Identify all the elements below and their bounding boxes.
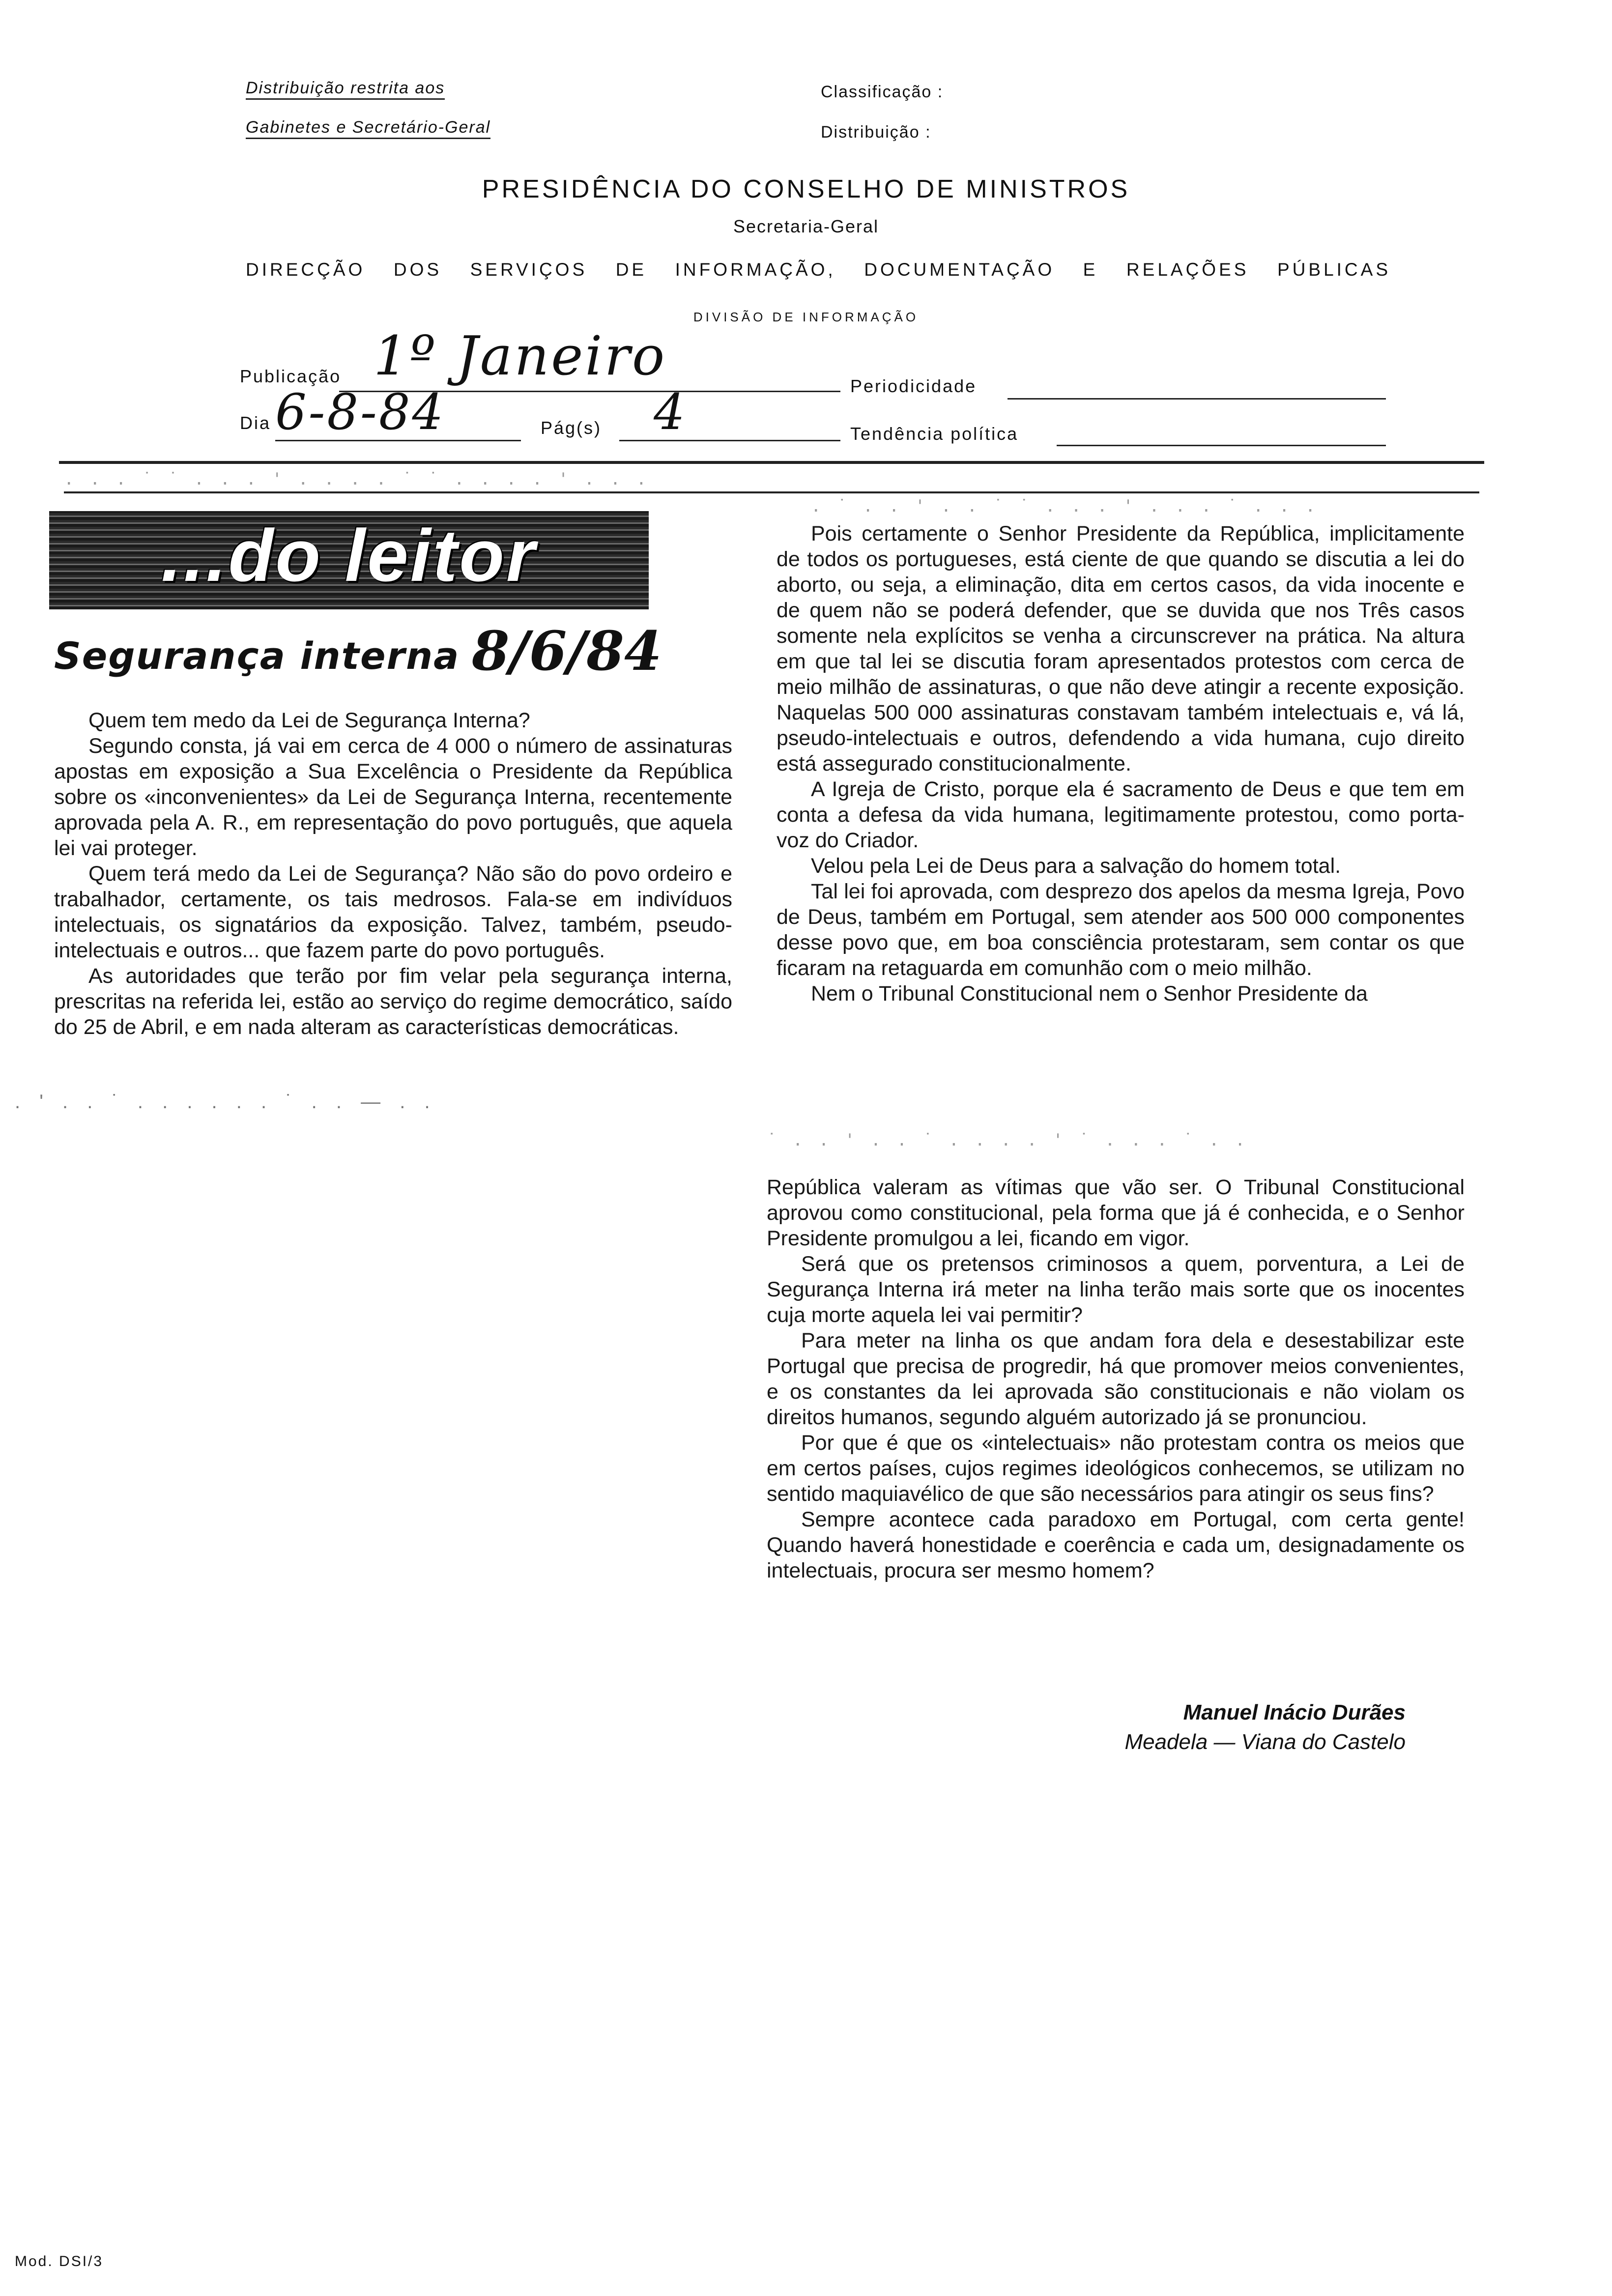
left-paragraph-1: Quem tem medo da Lei de Segurança Interna? [88, 709, 530, 732]
left-column-dots: . ' . . ˙ . . . . . . ˙ . . — . . [15, 1091, 437, 1113]
tendencia-label: Tendência política [850, 424, 1019, 444]
left-paragraph-4: As autoridades que terão por fim velar pela segurança interna, prescritas na referida lei, estão ao serviço do regime democrático, saído do 25 de Abril, e em nada alteram as características democráticas. [54, 964, 732, 1039]
right-bottom-paragraph-1: República valeram as vítimas que vão ser. O Tribunal Constitucional aprovou como constitucional, pela forma que já é conhecida, e o Senhor Presidente promulgou a lei, ficando em vigor. [767, 1176, 1465, 1250]
publicacao-value: 1º Janeiro [374, 324, 667, 387]
distribuicao-label: Distribuição : [821, 123, 931, 142]
dia-value: 6-8-84 [275, 383, 446, 441]
left-paragraph-3: Quem terá medo da Lei de Segurança? Não são do povo ordeiro e trabalhador, certamente, os tais medrosos. Fala-se em indivíduos intelectuais, os signatários da exposição. Talvez, também, pseudo-intelectuais e outros... que fazem parte do povo português. [54, 862, 732, 962]
left-paragraph-2: Segundo consta, já vai em cerca de 4 000 o número de assinaturas apostas em exposição a Sua Excelência o Presidente da República sobre os «inconvenientes» da Lei de Segurança Interna, recentemente aprovada pela A. R., em representação do povo português, que aquela lei vai proteger. [54, 734, 732, 860]
form-model-code: Mod. DSI/3 [15, 2253, 104, 2269]
pags-value: 4 [654, 383, 687, 441]
article-top-rule [64, 491, 1479, 493]
right-bottom-paragraph-4: Por que é que os «intelectuais» não protestam contra os meios que em certos países, cujos regimes ideológicos conhecemos, se utilizam no sentido maquiavélico de que são necessários para atingir os seus fins? [767, 1431, 1465, 1506]
divisao-heading: DIVISÃO DE INFORMAÇÃO [693, 310, 919, 324]
signature-place: Meadela — Viana do Castelo [1124, 1730, 1406, 1754]
right-bottom-paragraph-2: Será que os pretensos criminosos a quem, porventura, a Lei de Segurança Interna irá meter na linha terão mais sorte que os inocentes cuja morte aquela lei vai permitir? [767, 1252, 1465, 1327]
distribution-line1: Distribuição restrita aos [246, 79, 445, 98]
right-column-top [777, 521, 1465, 1006]
right-bottom-paragraph-3: Para meter na linha os que andam fora dela e desestabilizar este Portugal que precisa de progredir, há que promover meios convenientes, e os constantes da lei aprovada são constitucionais e não violam os direitos humanos, segundo alguém autorizado já se pronunciou. [767, 1329, 1465, 1429]
pags-label: Pág(s) [541, 418, 602, 438]
page-title: PRESIDÊNCIA DO CONSELHO DE MINISTROS [482, 175, 1130, 203]
smudge-top-left: . . . ˙ ˙ . . . ' . . . . ˙ ˙ . . . . ' . . . [64, 469, 650, 489]
right-column-bottom [767, 1175, 1465, 1583]
right-top-paragraph-4: Tal lei foi aprovada, com desprezo dos apelos da mesma Igreja, Povo de Deus, também em Portugal, sem atender aos 500 000 componentes desse povo que, em boa consciência protestaram, sem contar os que ficaram na retaguarda em comunhão com o meio milhão. [777, 880, 1465, 980]
dia-label: Dia [240, 413, 271, 433]
right-top-paragraph-1: Pois certamente o Senhor Presidente da República, implicitamente de todos os portugueses, está ciente de que quando se discutia a lei do aborto, ou seja, a eliminação, dita em certos casos, da vida inocente e de quem não se poderá defender, que se duvida que nos Três casos somente nela explícitos se venha a circunscrever na prática. Na altura em que tal lei se discutia foram apresentados protestos com cerca de meio milhão de assinaturas, o que não deve atingir a recente exposição. Naquelas 500 000 assinaturas constavam também intelectuais e, vá lá, pseudo-intelectuais e outros, defendendo a vida humana, cujo direito está assegurado constitucionalmente. [777, 522, 1465, 775]
right-top-paragraph-3: Velou pela Lei de Deus para a salvação do homem total. [811, 854, 1341, 878]
smudge-right-mid: ˙ . . ' . . ˙ . . . . ' ˙ . . . ˙ . . [767, 1130, 1248, 1150]
secretaria-subtitle: Secretaria-Geral [733, 216, 879, 236]
tendencia-line [1057, 445, 1386, 446]
signature-name: Manuel Inácio Durães [1183, 1700, 1406, 1724]
publicacao-label: Publicação [240, 366, 342, 386]
section-banner: ...do leitor [49, 511, 649, 609]
right-top-paragraph-2: A Igreja de Cristo, porque ela é sacramento de Deus e que tem em conta a defesa da vida humana, legitimamente protestou, como porta-voz do Criador. [777, 777, 1465, 852]
periodicidade-line [1008, 398, 1386, 400]
classificacao-label: Classificação : [821, 83, 944, 101]
right-top-paragraph-5: Nem o Tribunal Constitucional nem o Senhor Presidente da [811, 982, 1368, 1005]
article-headline: Segurança interna [54, 634, 460, 678]
header-divider [59, 461, 1484, 464]
distribution-line2: Gabinetes e Secretário-Geral [246, 118, 490, 137]
smudge-top-right: . ˙ . . ' . . ˙ ˙ . . . ' . . . ˙ . . . [811, 496, 1319, 516]
handwritten-date: 8/6/84 [472, 619, 662, 683]
direccao-heading: DIRECÇÃO DOS SERVIÇOS DE INFORMAÇÃO, DOCUMENTAÇÃO E RELAÇÕES PÚBLICAS [246, 259, 1391, 280]
pags-line [619, 440, 840, 441]
periodicidade-label: Periodicidade [850, 376, 977, 396]
left-column [54, 708, 732, 1040]
right-bottom-paragraph-5: Sempre acontece cada paradoxo em Portugal, com certa gente! Quando haverá honestidade e coerência e cada um, designadamente os intelectuais, procura ser mesmo homem? [767, 1508, 1465, 1582]
